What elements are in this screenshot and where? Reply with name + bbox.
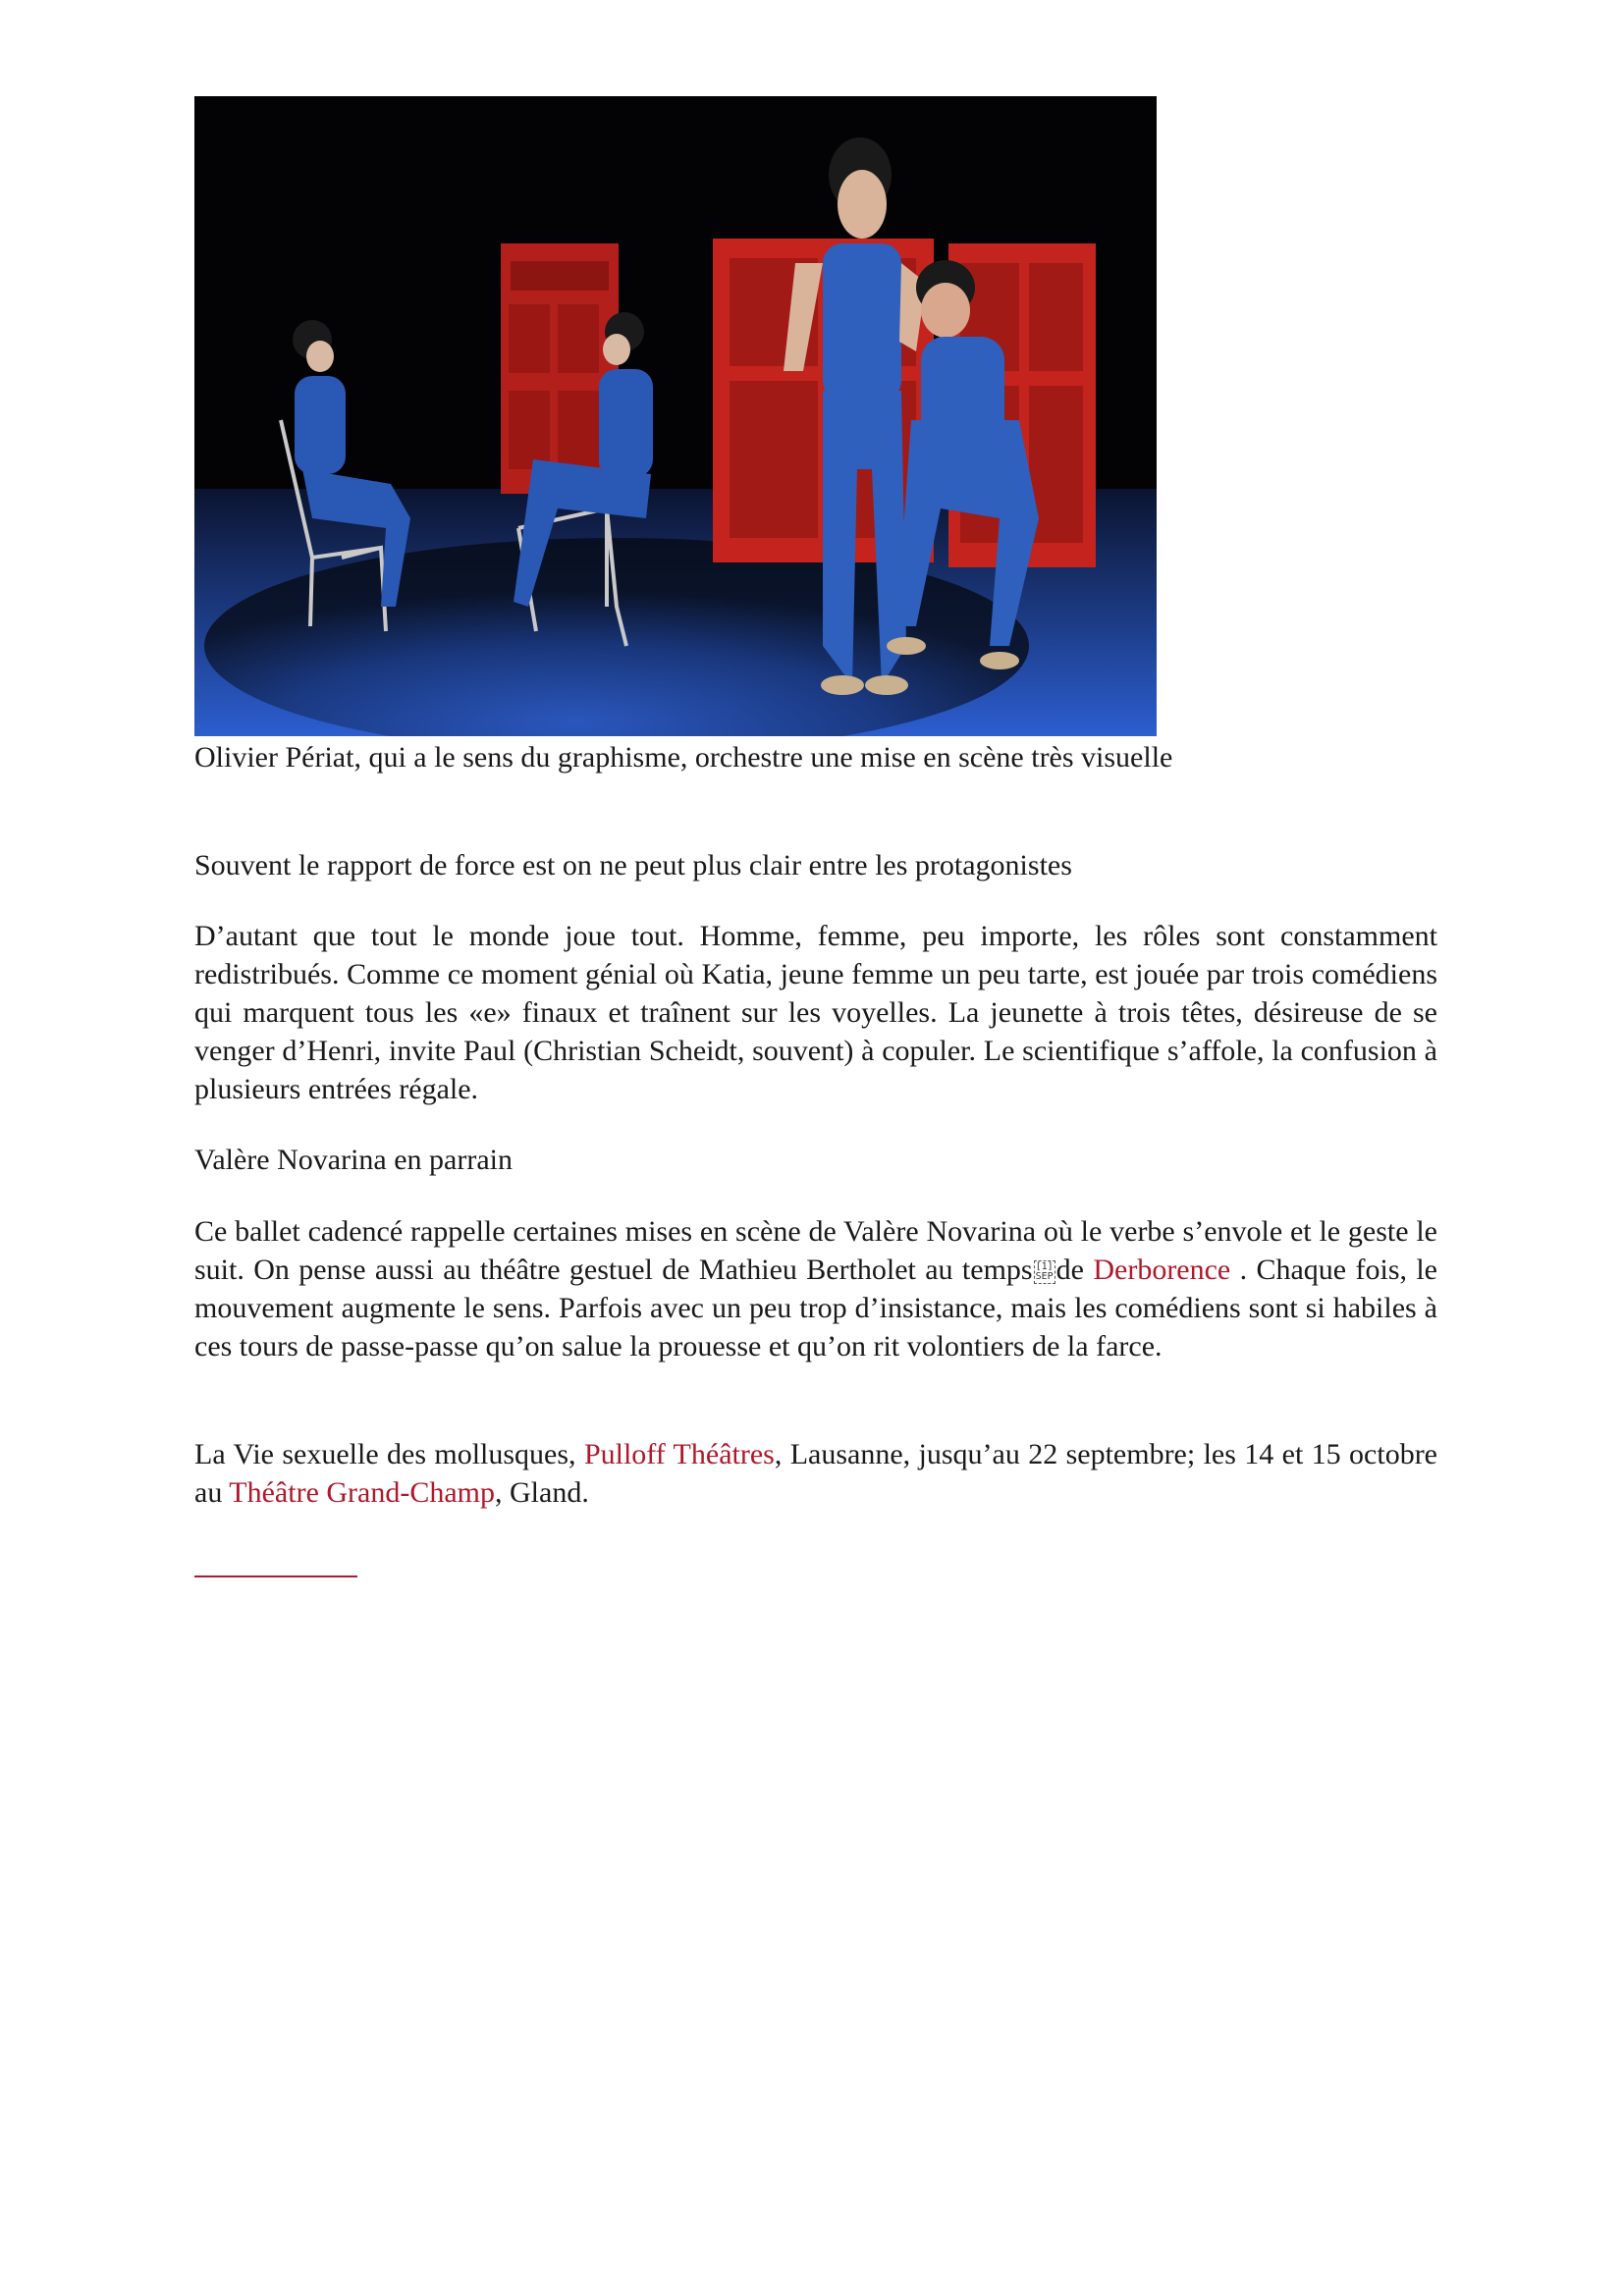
paragraph-dates: La Vie sexuelle des mollusques, Pulloff Théâtres, Lausanne, jusqu’au 22 septembre; les 14 et 15 octobre au Théâtre Grand-Champ, Gland.: [194, 1438, 1438, 1509]
link-theatre-grand-champ[interactable]: Théâtre Grand-Champ: [229, 1476, 495, 1509]
photo-caption: Olivier Périat, qui a le sens du graphisme, orchestre une mise en scène très visuelle: [194, 741, 1173, 774]
paragraph-subheading-novarina: Valère Novarina en parrain: [194, 1144, 513, 1176]
paragraph-ballet-text-c: . Chaque fois, le mouvement augmente le sens. Parfois avec un peu trop d’insistance, mais les comédiens sont si habiles à ces tours de passe-passe qu’on salue la prouesse et qu’on rit volontiers de la farce.: [194, 1254, 1437, 1362]
paragraph-ballet-text-b: de: [1055, 1254, 1094, 1286]
link-pulloff-theatres[interactable]: Pulloff Théâtres: [583, 1438, 775, 1470]
paragraph-subheading-rapport: Souvent le rapport de force est on ne peut plus clair entre les protagonistes: [194, 849, 1072, 881]
paragraph-ballet: [194, 1212, 1437, 1365]
stage-photo: [194, 96, 1157, 736]
paragraph-ballet-text-a: Ce ballet cadencé rappelle certaines mises en scène de Valère Novarina où le verbe s’envole et le geste le suit. On pense aussi au théâtre gestuel de Mathieu Bertholet au temps: [194, 1215, 1437, 1286]
paragraph-katia: D’autant que tout le monde joue tout. Homme, femme, peu importe, les rôles sont constamment redistribués. Comme ce moment génial où Katia, jeune femme un peu tarte, est jouée par trois comédiens qui marquent tous les «e» finaux et traînent sur les voyelles. La jeunette à trois têtes, désireuse de se venger d’Henri, invite Paul (Christian Scheidt, souvent) à copuler. Le scientifique s’affole, la confusion à plusieurs entrées régale.: [194, 920, 1437, 1105]
separator-glyph: [1] SEP: [1035, 1261, 1054, 1283]
link-derborence[interactable]: Derborence: [1093, 1254, 1231, 1286]
footnote-separator-rule: [194, 1575, 357, 1577]
